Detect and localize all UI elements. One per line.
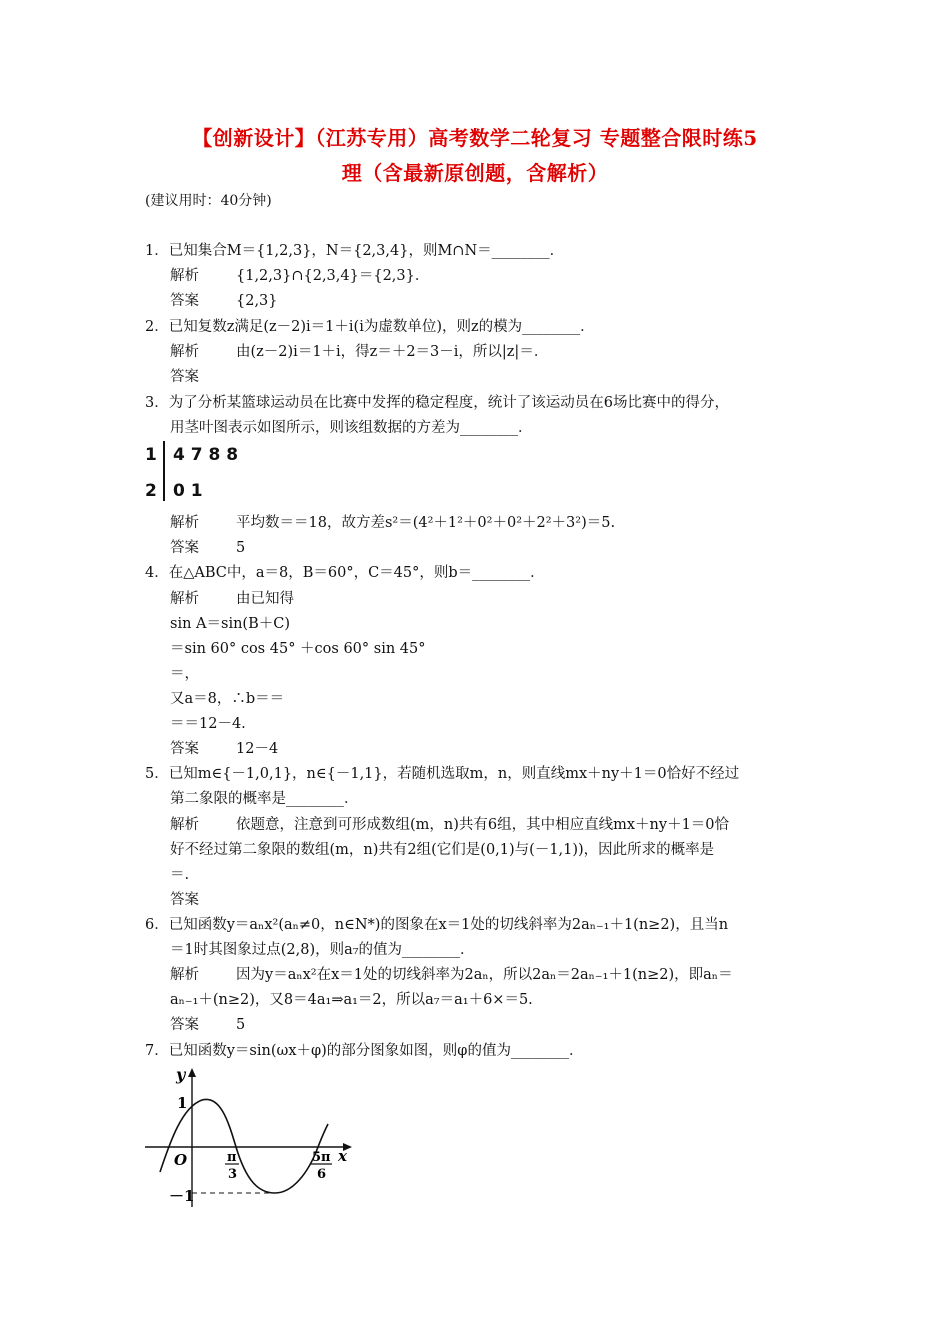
q6-answer-text: 5 (236, 1017, 246, 1033)
q1-stem: 1．已知集合M＝{1,2,3}，N＝{2,3,4}，则M∩N＝________． (145, 243, 565, 259)
q2-solution-text: 由(z－2)i＝1＋i，得z＝＋2＝3－i，所以|z|＝． (236, 344, 549, 360)
zero-end-numerator: 5π (312, 1150, 331, 1165)
stem-divider (163, 441, 165, 501)
q6-stem-line-2: ＝1时其图象过点(2,8)，则a₇的值为________． (170, 942, 475, 958)
q2-solution (170, 342, 548, 362)
title-line-2: 理（含最新原创题，含解析） (341, 161, 609, 185)
y-axis-label: y (176, 1065, 186, 1084)
q4-line-3: ＝， (170, 666, 199, 682)
q4-answer (170, 739, 278, 759)
zero-mid-numerator: π (227, 1150, 237, 1165)
q7-stem: 7．已知函数y＝sin(ωx＋φ)的部分图象如图，则φ的值为________． (145, 1043, 584, 1059)
q3-answer (170, 538, 245, 558)
solution-label: 解析 (170, 515, 199, 531)
answer-label: 答案 (170, 1017, 199, 1033)
zero-end-denominator: 6 (317, 1167, 327, 1182)
stem-2: 2 (145, 481, 157, 501)
q1-solution (170, 266, 429, 286)
q2-answer: 答案 (170, 369, 199, 385)
q6-stem-line-1: 6．已知函数y＝aₙx²(aₙ≠0，n∈N*)的图象在x＝1处的切线斜率为2aₙ₋₁＋1(n≥2)，且当n (145, 917, 729, 933)
q1-answer-text: {2,3} (236, 293, 278, 309)
solution-label: 解析 (170, 344, 199, 360)
leaves-2: 0 1 (173, 481, 203, 501)
y-axis-arrow-icon (188, 1068, 196, 1077)
q3-stem-line-1: 3．为了分析某篮球运动员在比赛中发挥的稳定程度，统计了该运动员在6场比赛中的得分， (145, 395, 729, 411)
q5-stem-line-1: 5．已知m∈{－1,0,1}，n∈{－1,1}，若随机选取m，n，则直线mx＋ny＋1＝0恰好不经过 (145, 766, 740, 782)
origin-label: O (174, 1151, 188, 1169)
q5-stem-line-2: 第二象限的概率是________． (170, 791, 359, 807)
answer-label: 答案 (170, 293, 199, 309)
solution-label: 解析 (170, 817, 199, 833)
q3-solution (170, 513, 615, 533)
title-line-1: 【创新设计】（江苏专用）高考数学二轮复习 专题整合限时练5 (192, 126, 758, 150)
q5-answer: 答案 (170, 892, 199, 908)
q6-solution-line-2: aₙ₋₁＋(n≥2)，又8＝4a₁⇒a₁＝2，所以a₇＝a₁＋6×＝5. (170, 992, 533, 1008)
sine-graph (140, 1062, 370, 1212)
stem-1: 1 (145, 445, 157, 465)
q4-line-5: ＝＝12－4. (170, 716, 246, 732)
q4-line-1: sin A＝sin(B＋C) (170, 616, 290, 632)
q5-solution-text-1: 依题意，注意到可形成数组(m，n)共有6组，其中相应直线mx＋ny＋1＝0恰 (236, 817, 730, 833)
q6-solution (170, 965, 733, 985)
q2-stem: 2．已知复数z满足(z－2)i＝1＋i(i为虚数单位)，则z的模为________． (145, 319, 595, 335)
answer-label: 答案 (170, 540, 199, 556)
q3-answer-text: 5 (236, 540, 246, 556)
solution-label: 解析 (170, 268, 199, 284)
q6-solution-text-1: 因为y＝aₙx²在x＝1处的切线斜率为2aₙ，所以2aₙ＝2aₙ₋₁＋1(n≥2)，即aₙ＝ (236, 967, 733, 983)
zero-mid-denominator: 3 (228, 1167, 238, 1182)
q1-answer (170, 291, 278, 311)
q1-solution-text: {1,2,3}∩{2,3,4}＝{2,3}． (236, 268, 430, 284)
q5-solution-line-3: ＝. (170, 867, 190, 883)
solution-label: 解析 (170, 591, 199, 607)
x-axis-label: x (338, 1147, 347, 1165)
q4-solution (170, 589, 294, 609)
time-note: (建议用时：40分钟) (145, 193, 272, 209)
q4-solution-text: 由已知得 (236, 591, 294, 607)
q4-answer-text: 12－4 (236, 741, 279, 757)
y-max-label: 1 (177, 1094, 188, 1112)
q6-answer (170, 1015, 245, 1035)
q4-stem: 4．在△ABC中，a＝8，B＝60°，C＝45°，则b＝________． (145, 565, 545, 581)
answer-label: 答案 (170, 741, 199, 757)
q4-line-2: ＝sin 60° cos 45° ＋cos 60° sin 45° (170, 641, 426, 657)
q5-solution-line-2: 好不经过第二象限的数组(m，n)共有2组(它们是(0,1)与(－1,1))，因此所求的概率是 (170, 842, 715, 858)
solution-label: 解析 (170, 967, 199, 983)
leaves-1: 4 7 8 8 (173, 445, 239, 465)
q3-stem-line-2: 用茎叶图表示如图所示，则该组数据的方差为________． (170, 420, 533, 436)
sine-curve (160, 1099, 328, 1193)
q3-solution-text: 平均数＝＝18，故方差s²＝(4²＋1²＋0²＋0²＋2²＋3²)＝5. (236, 515, 616, 531)
q5-solution (170, 815, 729, 835)
q4-line-4: 又a＝8，∴b＝＝ (170, 691, 285, 707)
y-min-label: －1 (169, 1187, 195, 1205)
